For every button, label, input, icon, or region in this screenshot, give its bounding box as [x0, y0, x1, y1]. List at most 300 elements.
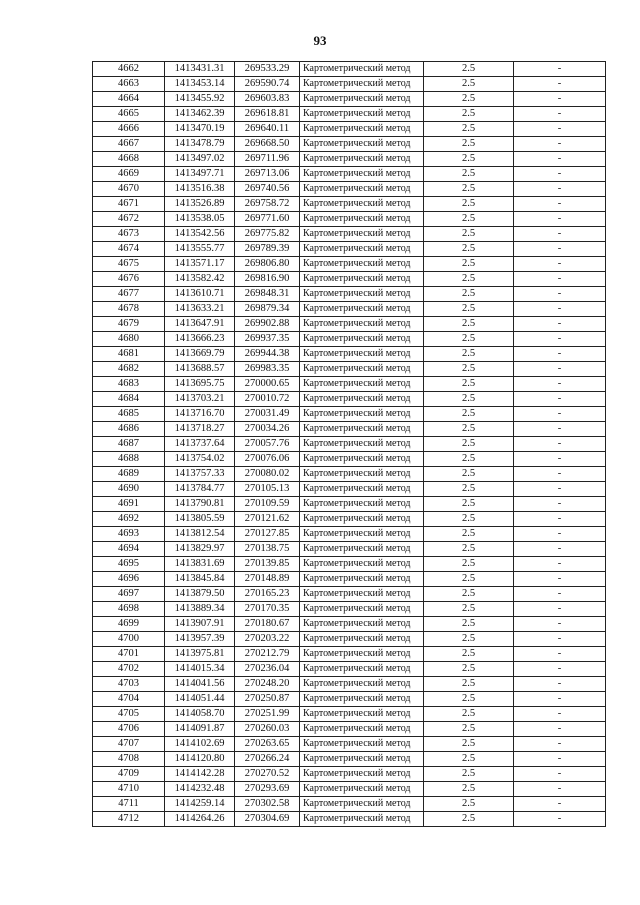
description-cell: -	[514, 602, 606, 617]
method-cell: Картометрический метод	[300, 362, 424, 377]
x-coordinate-cell: 1413957.39	[165, 632, 235, 647]
x-coordinate-cell: 1413555.77	[165, 242, 235, 257]
point-number-cell: 4675	[93, 257, 165, 272]
accuracy-cell: 2.5	[424, 812, 514, 827]
x-coordinate-cell: 1413703.21	[165, 392, 235, 407]
table-row	[93, 587, 606, 602]
description-cell: -	[514, 497, 606, 512]
table-row	[93, 602, 606, 617]
y-coordinate-cell: 269816.90	[235, 272, 300, 287]
point-number-cell: 4685	[93, 407, 165, 422]
y-coordinate-cell: 270109.59	[235, 497, 300, 512]
point-number-cell: 4706	[93, 722, 165, 737]
y-coordinate-cell: 269758.72	[235, 197, 300, 212]
table-row	[93, 767, 606, 782]
method-cell: Картометрический метод	[300, 287, 424, 302]
accuracy-cell: 2.5	[424, 377, 514, 392]
accuracy-cell: 2.5	[424, 302, 514, 317]
table-row	[93, 62, 606, 77]
description-cell: -	[514, 212, 606, 227]
description-cell: -	[514, 422, 606, 437]
table-row	[93, 422, 606, 437]
table-row	[93, 227, 606, 242]
point-number-cell: 4684	[93, 392, 165, 407]
table-row	[93, 302, 606, 317]
x-coordinate-cell: 1413666.23	[165, 332, 235, 347]
accuracy-cell: 2.5	[424, 557, 514, 572]
description-cell: -	[514, 632, 606, 647]
y-coordinate-cell: 269603.83	[235, 92, 300, 107]
x-coordinate-cell: 1413647.91	[165, 317, 235, 332]
y-coordinate-cell: 270260.03	[235, 722, 300, 737]
point-number-cell: 4669	[93, 167, 165, 182]
accuracy-cell: 2.5	[424, 407, 514, 422]
description-cell: -	[514, 197, 606, 212]
method-cell: Картометрический метод	[300, 257, 424, 272]
method-cell: Картометрический метод	[300, 107, 424, 122]
method-cell: Картометрический метод	[300, 617, 424, 632]
point-number-cell: 4668	[93, 152, 165, 167]
y-coordinate-cell: 269713.06	[235, 167, 300, 182]
y-coordinate-cell: 270304.69	[235, 812, 300, 827]
description-cell: -	[514, 377, 606, 392]
x-coordinate-cell: 1413470.19	[165, 122, 235, 137]
x-coordinate-cell: 1413453.14	[165, 77, 235, 92]
description-cell: -	[514, 572, 606, 587]
description-cell: -	[514, 62, 606, 77]
accuracy-cell: 2.5	[424, 182, 514, 197]
accuracy-cell: 2.5	[424, 482, 514, 497]
method-cell: Картометрический метод	[300, 527, 424, 542]
description-cell: -	[514, 752, 606, 767]
point-number-cell: 4664	[93, 92, 165, 107]
y-coordinate-cell: 269789.39	[235, 242, 300, 257]
accuracy-cell: 2.5	[424, 752, 514, 767]
point-number-cell: 4705	[93, 707, 165, 722]
method-cell: Картометрический метод	[300, 347, 424, 362]
x-coordinate-cell: 1413879.50	[165, 587, 235, 602]
method-cell: Картометрический метод	[300, 812, 424, 827]
method-cell: Картометрический метод	[300, 542, 424, 557]
point-number-cell: 4672	[93, 212, 165, 227]
description-cell: -	[514, 482, 606, 497]
table-row	[93, 362, 606, 377]
accuracy-cell: 2.5	[424, 707, 514, 722]
table-row	[93, 557, 606, 572]
point-number-cell: 4663	[93, 77, 165, 92]
x-coordinate-cell: 1413478.79	[165, 137, 235, 152]
accuracy-cell: 2.5	[424, 467, 514, 482]
table-row	[93, 77, 606, 92]
description-cell: -	[514, 257, 606, 272]
y-coordinate-cell: 269879.34	[235, 302, 300, 317]
method-cell: Картометрический метод	[300, 122, 424, 137]
table-row	[93, 182, 606, 197]
table-row	[93, 542, 606, 557]
description-cell: -	[514, 92, 606, 107]
x-coordinate-cell: 1413831.69	[165, 557, 235, 572]
y-coordinate-cell: 270034.26	[235, 422, 300, 437]
table-row	[93, 482, 606, 497]
x-coordinate-cell: 1414142.28	[165, 767, 235, 782]
method-cell: Картометрический метод	[300, 752, 424, 767]
accuracy-cell: 2.5	[424, 167, 514, 182]
table-row	[93, 632, 606, 647]
accuracy-cell: 2.5	[424, 602, 514, 617]
table-row	[93, 137, 606, 152]
table-row	[93, 692, 606, 707]
point-number-cell: 4666	[93, 122, 165, 137]
accuracy-cell: 2.5	[424, 257, 514, 272]
method-cell: Картометрический метод	[300, 197, 424, 212]
y-coordinate-cell: 270170.35	[235, 602, 300, 617]
y-coordinate-cell: 270266.24	[235, 752, 300, 767]
point-number-cell: 4674	[93, 242, 165, 257]
accuracy-cell: 2.5	[424, 347, 514, 362]
accuracy-cell: 2.5	[424, 617, 514, 632]
table-row	[93, 737, 606, 752]
y-coordinate-cell: 270121.62	[235, 512, 300, 527]
x-coordinate-cell: 1413633.21	[165, 302, 235, 317]
x-coordinate-cell: 1414232.48	[165, 782, 235, 797]
point-number-cell: 4695	[93, 557, 165, 572]
accuracy-cell: 2.5	[424, 737, 514, 752]
method-cell: Картометрический метод	[300, 92, 424, 107]
y-coordinate-cell: 270138.75	[235, 542, 300, 557]
accuracy-cell: 2.5	[424, 362, 514, 377]
accuracy-cell: 2.5	[424, 767, 514, 782]
description-cell: -	[514, 107, 606, 122]
method-cell: Картометрический метод	[300, 737, 424, 752]
description-cell: -	[514, 527, 606, 542]
point-number-cell: 4687	[93, 437, 165, 452]
point-number-cell: 4678	[93, 302, 165, 317]
table-row	[93, 707, 606, 722]
method-cell: Картометрический метод	[300, 797, 424, 812]
y-coordinate-cell: 270127.85	[235, 527, 300, 542]
point-number-cell: 4662	[93, 62, 165, 77]
accuracy-cell: 2.5	[424, 137, 514, 152]
description-cell: -	[514, 287, 606, 302]
x-coordinate-cell: 1413975.81	[165, 647, 235, 662]
accuracy-cell: 2.5	[424, 542, 514, 557]
method-cell: Картометрический метод	[300, 707, 424, 722]
description-cell: -	[514, 392, 606, 407]
description-cell: -	[514, 407, 606, 422]
accuracy-cell: 2.5	[424, 692, 514, 707]
table-row	[93, 782, 606, 797]
method-cell: Картометрический метод	[300, 677, 424, 692]
y-coordinate-cell: 270248.20	[235, 677, 300, 692]
y-coordinate-cell: 270105.13	[235, 482, 300, 497]
accuracy-cell: 2.5	[424, 77, 514, 92]
table-row	[93, 167, 606, 182]
point-number-cell: 4712	[93, 812, 165, 827]
point-number-cell: 4703	[93, 677, 165, 692]
description-cell: -	[514, 617, 606, 632]
accuracy-cell: 2.5	[424, 272, 514, 287]
point-number-cell: 4670	[93, 182, 165, 197]
y-coordinate-cell: 269771.60	[235, 212, 300, 227]
x-coordinate-cell: 1413754.02	[165, 452, 235, 467]
point-number-cell: 4704	[93, 692, 165, 707]
accuracy-cell: 2.5	[424, 122, 514, 137]
x-coordinate-cell: 1414091.87	[165, 722, 235, 737]
point-number-cell: 4688	[93, 452, 165, 467]
table-row	[93, 152, 606, 167]
x-coordinate-cell: 1413497.71	[165, 167, 235, 182]
y-coordinate-cell: 269533.29	[235, 62, 300, 77]
table-row	[93, 662, 606, 677]
method-cell: Картометрический метод	[300, 602, 424, 617]
accuracy-cell: 2.5	[424, 722, 514, 737]
description-cell: -	[514, 767, 606, 782]
table-row	[93, 242, 606, 257]
description-cell: -	[514, 242, 606, 257]
x-coordinate-cell: 1413737.64	[165, 437, 235, 452]
table-row	[93, 392, 606, 407]
table-row	[93, 812, 606, 827]
x-coordinate-cell: 1413669.79	[165, 347, 235, 362]
y-coordinate-cell: 269902.88	[235, 317, 300, 332]
y-coordinate-cell: 269937.35	[235, 332, 300, 347]
table-row	[93, 212, 606, 227]
accuracy-cell: 2.5	[424, 797, 514, 812]
description-cell: -	[514, 182, 606, 197]
accuracy-cell: 2.5	[424, 572, 514, 587]
y-coordinate-cell: 270212.79	[235, 647, 300, 662]
y-coordinate-cell: 269668.50	[235, 137, 300, 152]
x-coordinate-cell: 1413757.33	[165, 467, 235, 482]
description-cell: -	[514, 587, 606, 602]
y-coordinate-cell: 270236.04	[235, 662, 300, 677]
table-row	[93, 452, 606, 467]
accuracy-cell: 2.5	[424, 632, 514, 647]
method-cell: Картометрический метод	[300, 272, 424, 287]
accuracy-cell: 2.5	[424, 662, 514, 677]
y-coordinate-cell: 270000.65	[235, 377, 300, 392]
y-coordinate-cell: 269775.82	[235, 227, 300, 242]
description-cell: -	[514, 122, 606, 137]
method-cell: Картометрический метод	[300, 767, 424, 782]
accuracy-cell: 2.5	[424, 197, 514, 212]
method-cell: Картометрический метод	[300, 317, 424, 332]
description-cell: -	[514, 272, 606, 287]
description-cell: -	[514, 692, 606, 707]
method-cell: Картометрический метод	[300, 782, 424, 797]
point-number-cell: 4680	[93, 332, 165, 347]
x-coordinate-cell: 1413431.31	[165, 62, 235, 77]
point-number-cell: 4683	[93, 377, 165, 392]
method-cell: Картометрический метод	[300, 77, 424, 92]
y-coordinate-cell: 270080.02	[235, 467, 300, 482]
accuracy-cell: 2.5	[424, 422, 514, 437]
table-row	[93, 122, 606, 137]
page-number: 93	[313, 33, 327, 48]
y-coordinate-cell: 269848.31	[235, 287, 300, 302]
description-cell: -	[514, 362, 606, 377]
accuracy-cell: 2.5	[424, 497, 514, 512]
method-cell: Картометрический метод	[300, 302, 424, 317]
y-coordinate-cell: 270263.65	[235, 737, 300, 752]
table-row	[93, 527, 606, 542]
description-cell: -	[514, 332, 606, 347]
coordinates-table	[92, 61, 606, 827]
method-cell: Картометрический метод	[300, 137, 424, 152]
method-cell: Картометрический метод	[300, 437, 424, 452]
point-number-cell: 4679	[93, 317, 165, 332]
accuracy-cell: 2.5	[424, 452, 514, 467]
table-row	[93, 752, 606, 767]
method-cell: Картометрический метод	[300, 377, 424, 392]
x-coordinate-cell: 1413497.02	[165, 152, 235, 167]
description-cell: -	[514, 557, 606, 572]
y-coordinate-cell: 270250.87	[235, 692, 300, 707]
y-coordinate-cell: 269983.35	[235, 362, 300, 377]
description-cell: -	[514, 137, 606, 152]
point-number-cell: 4691	[93, 497, 165, 512]
y-coordinate-cell: 269740.56	[235, 182, 300, 197]
method-cell: Картометрический метод	[300, 662, 424, 677]
table-row	[93, 107, 606, 122]
method-cell: Картометрический метод	[300, 407, 424, 422]
x-coordinate-cell: 1414102.69	[165, 737, 235, 752]
description-cell: -	[514, 152, 606, 167]
point-number-cell: 4671	[93, 197, 165, 212]
method-cell: Картометрический метод	[300, 587, 424, 602]
table-row	[93, 617, 606, 632]
method-cell: Картометрический метод	[300, 512, 424, 527]
x-coordinate-cell: 1413829.97	[165, 542, 235, 557]
point-number-cell: 4686	[93, 422, 165, 437]
point-number-cell: 4665	[93, 107, 165, 122]
y-coordinate-cell: 270251.99	[235, 707, 300, 722]
y-coordinate-cell: 270203.22	[235, 632, 300, 647]
table-row	[93, 347, 606, 362]
description-cell: -	[514, 347, 606, 362]
point-number-cell: 4697	[93, 587, 165, 602]
method-cell: Картометрический метод	[300, 332, 424, 347]
method-cell: Картометрический метод	[300, 212, 424, 227]
point-number-cell: 4677	[93, 287, 165, 302]
description-cell: -	[514, 737, 606, 752]
y-coordinate-cell: 269806.80	[235, 257, 300, 272]
table-row	[93, 317, 606, 332]
x-coordinate-cell: 1413538.05	[165, 212, 235, 227]
x-coordinate-cell: 1414051.44	[165, 692, 235, 707]
y-coordinate-cell: 269711.96	[235, 152, 300, 167]
x-coordinate-cell: 1413889.34	[165, 602, 235, 617]
table-row	[93, 437, 606, 452]
point-number-cell: 4710	[93, 782, 165, 797]
y-coordinate-cell: 270057.76	[235, 437, 300, 452]
x-coordinate-cell: 1413716.70	[165, 407, 235, 422]
point-number-cell: 4698	[93, 602, 165, 617]
method-cell: Картометрический метод	[300, 482, 424, 497]
x-coordinate-cell: 1413805.59	[165, 512, 235, 527]
table-row	[93, 572, 606, 587]
method-cell: Картометрический метод	[300, 467, 424, 482]
point-number-cell: 4689	[93, 467, 165, 482]
point-number-cell: 4707	[93, 737, 165, 752]
x-coordinate-cell: 1414264.26	[165, 812, 235, 827]
x-coordinate-cell: 1413526.89	[165, 197, 235, 212]
method-cell: Картометрический метод	[300, 182, 424, 197]
x-coordinate-cell: 1413516.38	[165, 182, 235, 197]
table-row	[93, 257, 606, 272]
accuracy-cell: 2.5	[424, 512, 514, 527]
description-cell: -	[514, 437, 606, 452]
accuracy-cell: 2.5	[424, 242, 514, 257]
table-body	[93, 62, 606, 827]
x-coordinate-cell: 1413462.39	[165, 107, 235, 122]
accuracy-cell: 2.5	[424, 317, 514, 332]
method-cell: Картометрический метод	[300, 392, 424, 407]
description-cell: -	[514, 722, 606, 737]
table-row	[93, 797, 606, 812]
description-cell: -	[514, 662, 606, 677]
point-number-cell: 4681	[93, 347, 165, 362]
accuracy-cell: 2.5	[424, 107, 514, 122]
point-number-cell: 4667	[93, 137, 165, 152]
method-cell: Картометрический метод	[300, 62, 424, 77]
y-coordinate-cell: 270031.49	[235, 407, 300, 422]
table-row	[93, 197, 606, 212]
description-cell: -	[514, 302, 606, 317]
method-cell: Картометрический метод	[300, 722, 424, 737]
method-cell: Картометрический метод	[300, 497, 424, 512]
accuracy-cell: 2.5	[424, 782, 514, 797]
accuracy-cell: 2.5	[424, 92, 514, 107]
description-cell: -	[514, 707, 606, 722]
point-number-cell: 4694	[93, 542, 165, 557]
point-number-cell: 4673	[93, 227, 165, 242]
x-coordinate-cell: 1413695.75	[165, 377, 235, 392]
table-row	[93, 722, 606, 737]
point-number-cell: 4701	[93, 647, 165, 662]
description-cell: -	[514, 227, 606, 242]
y-coordinate-cell: 270270.52	[235, 767, 300, 782]
point-number-cell: 4709	[93, 767, 165, 782]
y-coordinate-cell: 270148.89	[235, 572, 300, 587]
y-coordinate-cell: 270076.06	[235, 452, 300, 467]
point-number-cell: 4711	[93, 797, 165, 812]
description-cell: -	[514, 452, 606, 467]
description-cell: -	[514, 77, 606, 92]
method-cell: Картометрический метод	[300, 227, 424, 242]
table-row	[93, 377, 606, 392]
table-row	[93, 467, 606, 482]
y-coordinate-cell: 270302.58	[235, 797, 300, 812]
x-coordinate-cell: 1414058.70	[165, 707, 235, 722]
accuracy-cell: 2.5	[424, 527, 514, 542]
method-cell: Картометрический метод	[300, 152, 424, 167]
point-number-cell: 4693	[93, 527, 165, 542]
x-coordinate-cell: 1413784.77	[165, 482, 235, 497]
y-coordinate-cell: 270010.72	[235, 392, 300, 407]
description-cell: -	[514, 167, 606, 182]
x-coordinate-cell: 1413571.17	[165, 257, 235, 272]
description-cell: -	[514, 782, 606, 797]
x-coordinate-cell: 1413812.54	[165, 527, 235, 542]
table-row	[93, 287, 606, 302]
accuracy-cell: 2.5	[424, 677, 514, 692]
y-coordinate-cell: 269618.81	[235, 107, 300, 122]
table-row	[93, 332, 606, 347]
accuracy-cell: 2.5	[424, 332, 514, 347]
description-cell: -	[514, 812, 606, 827]
point-number-cell: 4708	[93, 752, 165, 767]
